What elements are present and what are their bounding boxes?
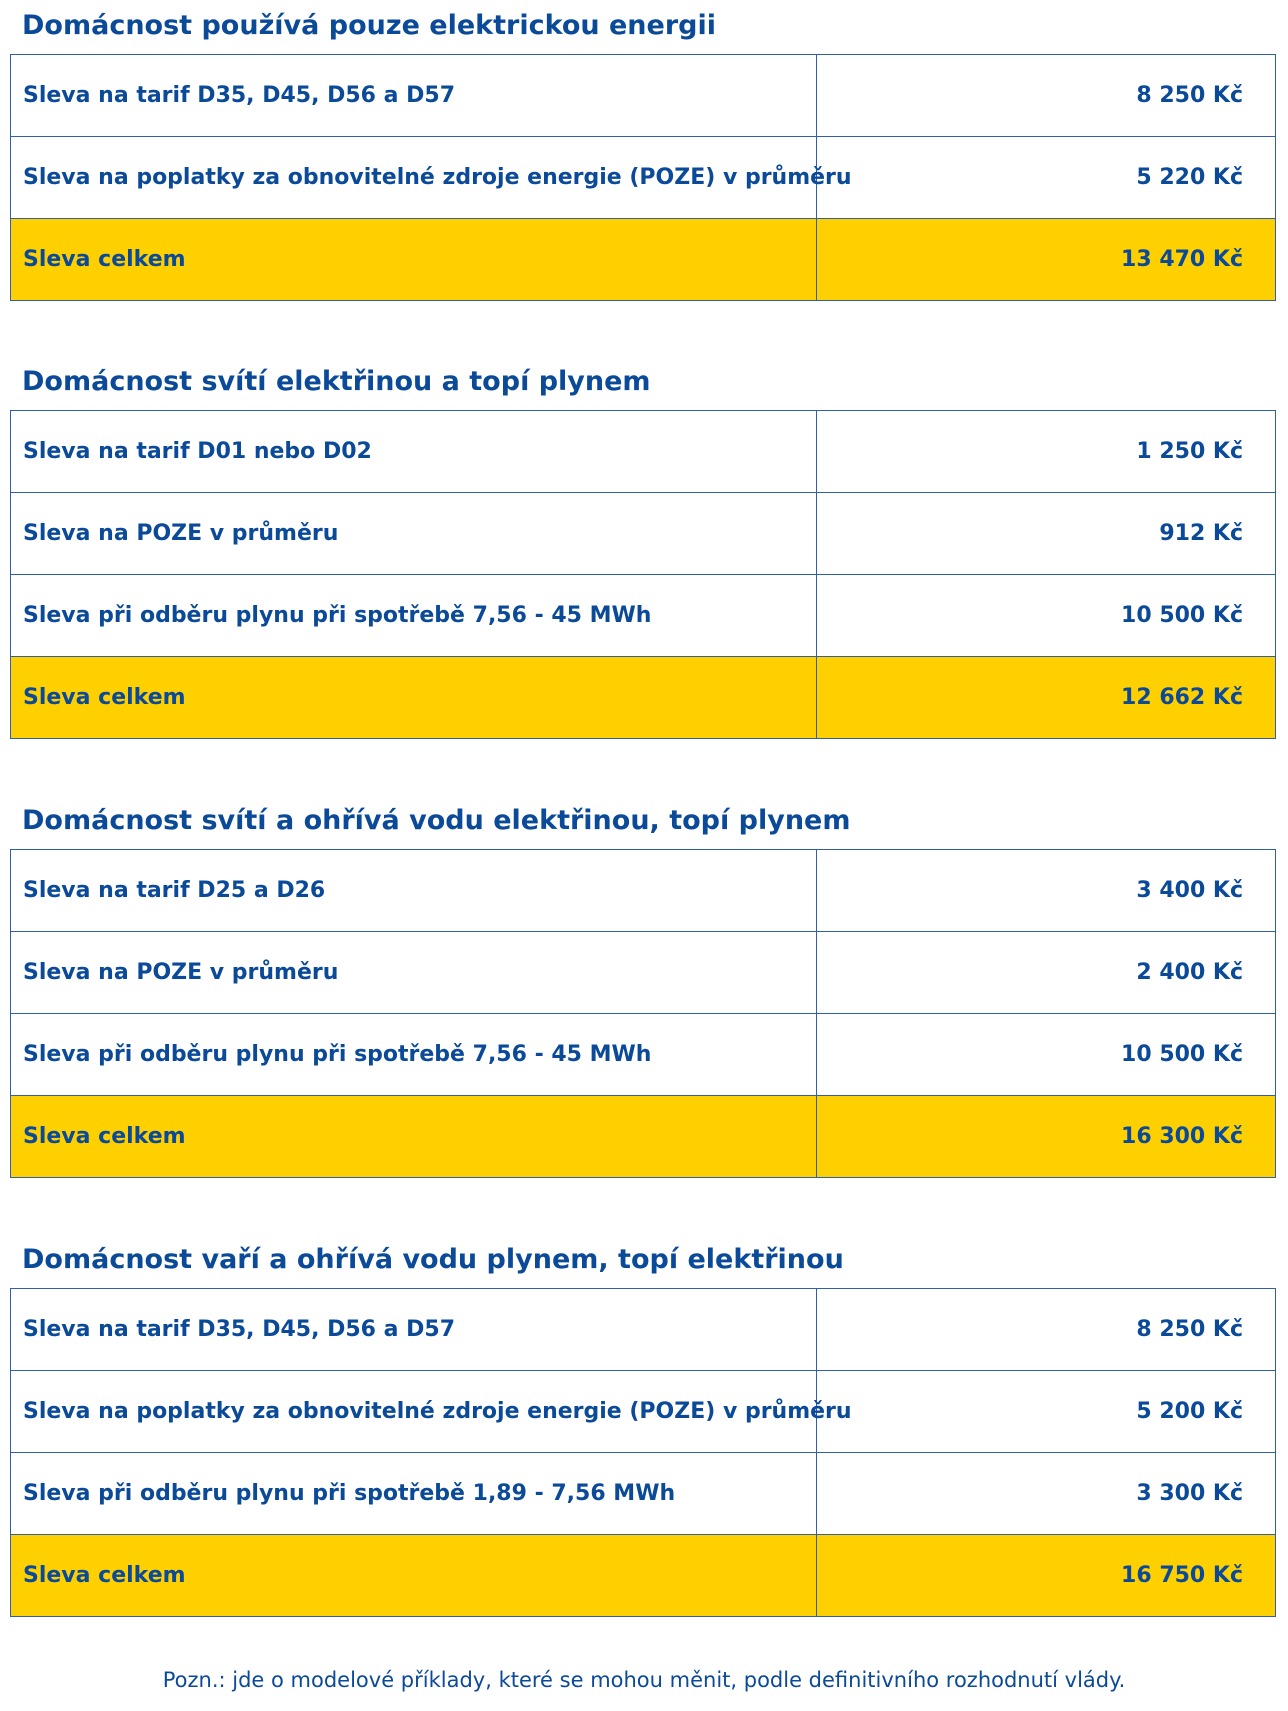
row-label: Sleva na tarif D25 a D26 <box>11 850 817 931</box>
total-label: Sleva celkem <box>11 657 817 738</box>
table-row <box>11 574 1275 656</box>
discount-table <box>10 849 1276 1178</box>
row-label: Sleva na tarif D01 nebo D02 <box>11 411 817 492</box>
row-value: 10 500 Kč <box>1121 602 1243 628</box>
row-value: 8 250 Kč <box>1136 1316 1243 1342</box>
discount-table <box>10 54 1276 301</box>
table-row <box>11 1370 1275 1452</box>
row-label: Sleva na tarif D35, D45, D56 a D57 <box>11 55 817 136</box>
section-title: Domácnost svítí elektřinou a topí plynem <box>22 366 651 397</box>
row-label: Sleva na poplatky za obnovitelné zdroje energie (POZE) v průměru <box>11 137 817 218</box>
total-row <box>11 656 1275 738</box>
row-label: Sleva na poplatky za obnovitelné zdroje energie (POZE) v průměru <box>11 1371 817 1452</box>
row-label: Sleva při odběru plynu při spotřebě 7,56 - 45 MWh <box>11 1014 817 1095</box>
table-row <box>11 1452 1275 1534</box>
total-label: Sleva celkem <box>11 1535 817 1616</box>
row-value: 5 220 Kč <box>1136 164 1243 190</box>
row-value: 3 300 Kč <box>1136 1480 1243 1506</box>
row-label: Sleva při odběru plynu při spotřebě 7,56 - 45 MWh <box>11 575 817 656</box>
row-value: 5 200 Kč <box>1136 1398 1243 1424</box>
table-row <box>11 1289 1275 1370</box>
discount-table <box>10 410 1276 739</box>
row-label: Sleva na POZE v průměru <box>11 932 817 1013</box>
row-label: Sleva na POZE v průměru <box>11 493 817 574</box>
total-label: Sleva celkem <box>11 1096 817 1177</box>
table-row <box>11 850 1275 931</box>
total-label: Sleva celkem <box>11 219 817 300</box>
total-row <box>11 1095 1275 1177</box>
table-row <box>11 1013 1275 1095</box>
section-title: Domácnost používá pouze elektrickou energii <box>22 10 716 41</box>
row-value: 1 250 Kč <box>1136 438 1243 464</box>
total-value: 12 662 Kč <box>1121 684 1243 710</box>
table-row <box>11 411 1275 492</box>
footnote: Pozn.: jde o modelové příklady, které se mohou měnit, podle definitivního rozhodnutí vlády. <box>162 1668 1126 1692</box>
section-title: Domácnost vaří a ohřívá vodu plynem, topí elektřinou <box>22 1244 844 1275</box>
total-row <box>11 218 1275 300</box>
total-value: 16 750 Kč <box>1121 1562 1243 1588</box>
table-row <box>11 931 1275 1013</box>
discount-table <box>10 1288 1276 1617</box>
table-row <box>11 55 1275 136</box>
row-value: 2 400 Kč <box>1136 959 1243 985</box>
section-title: Domácnost svítí a ohřívá vodu elektřinou, topí plynem <box>22 805 851 836</box>
row-value: 912 Kč <box>1159 520 1243 546</box>
table-row <box>11 136 1275 218</box>
total-value: 13 470 Kč <box>1121 246 1243 272</box>
row-label: Sleva při odběru plynu při spotřebě 1,89 - 7,56 MWh <box>11 1453 817 1534</box>
table-row <box>11 492 1275 574</box>
row-value: 8 250 Kč <box>1136 82 1243 108</box>
total-row <box>11 1534 1275 1616</box>
row-label: Sleva na tarif D35, D45, D56 a D57 <box>11 1289 817 1370</box>
row-value: 3 400 Kč <box>1136 877 1243 903</box>
row-value: 10 500 Kč <box>1121 1041 1243 1067</box>
total-value: 16 300 Kč <box>1121 1123 1243 1149</box>
